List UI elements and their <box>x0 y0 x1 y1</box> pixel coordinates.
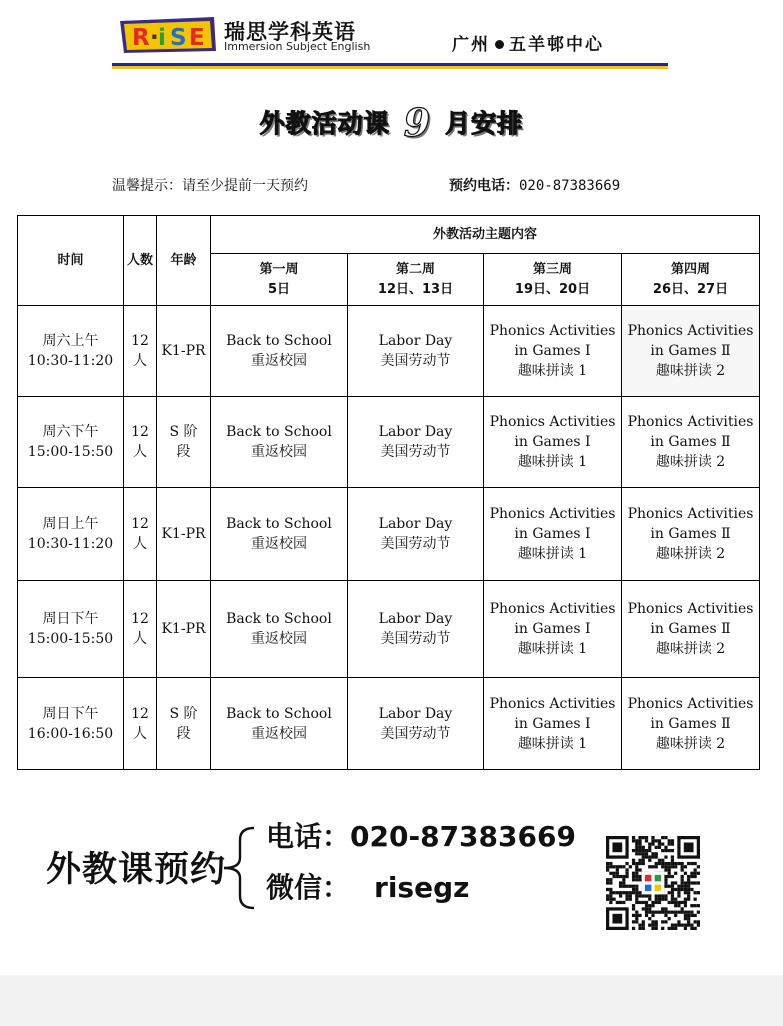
table-row <box>18 397 760 488</box>
booking-phone <box>266 815 576 855</box>
header-content: 外教活动主题内容 <box>211 216 760 254</box>
brand-name-en: Immersion Subject English <box>224 40 371 53</box>
center-city: 广州 <box>452 35 490 55</box>
table-row <box>18 678 760 770</box>
week2-cell: Labor Day 美国劳动节 <box>348 581 484 678</box>
week4-cell: Phonics Activities in Games Ⅱ 趣味拼读 2 <box>622 488 760 581</box>
time-cell: 周六下午 15:00-15:50 <box>18 397 124 488</box>
page-title <box>0 96 783 145</box>
curly-brace-icon <box>218 826 258 910</box>
week1-cell: Back to School 重返校园 <box>211 397 348 488</box>
count-cell: 12 人 <box>124 397 157 488</box>
svg-text:E: E <box>189 25 205 51</box>
age-cell: K1-PR <box>157 306 211 397</box>
table-row <box>18 581 760 678</box>
booking-wechat <box>266 866 469 906</box>
week-header: 第四周 26日、27日 <box>622 254 760 306</box>
svg-text:R: R <box>132 25 150 51</box>
header-count: 人数 <box>124 216 157 306</box>
week4-cell: Phonics Activities in Games Ⅱ 趣味拼读 2 <box>622 678 760 770</box>
title-month: 9 <box>403 100 432 145</box>
booking-wechat-label: 微信： <box>266 871 351 904</box>
week4-cell: Phonics Activities in Games Ⅱ 趣味拼读 2 <box>622 581 760 678</box>
week1-cell: Back to School 重返校园 <box>211 581 348 678</box>
qr-code-icon <box>606 836 700 930</box>
time-cell: 周日下午 15:00-15:50 <box>18 581 124 678</box>
booking-phone-label: 电话： <box>266 820 351 853</box>
reservation-tip: 温馨提示：请至少提前一天预约 <box>112 178 308 194</box>
week2-cell: Labor Day 美国劳动节 <box>348 306 484 397</box>
age-cell: S 阶 段 <box>157 678 211 770</box>
age-cell: S 阶 段 <box>157 397 211 488</box>
time-cell: 周日下午 16:00-16:50 <box>18 678 124 770</box>
week3-cell: Phonics Activities in Games Ⅰ 趣味拼读 1 <box>484 678 622 770</box>
week4-cell: Phonics Activities in Games Ⅱ 趣味拼读 2 <box>622 397 760 488</box>
week4-cell: Phonics Activities in Games Ⅱ 趣味拼读 2 <box>622 306 760 397</box>
booking-title: 外教课预约 <box>46 850 227 890</box>
week1-cell: Back to School 重返校园 <box>211 678 348 770</box>
title-suffix: 月安排 <box>445 109 524 138</box>
schedule-table <box>17 215 760 770</box>
bullet-dot-icon <box>495 40 504 49</box>
count-cell: 12 人 <box>124 678 157 770</box>
week3-cell: Phonics Activities in Games Ⅰ 趣味拼读 1 <box>484 397 622 488</box>
count-cell: 12 人 <box>124 306 157 397</box>
title-prefix: 外教活动课 <box>259 109 390 138</box>
booking-phone-value: 020-87383669 <box>350 820 576 853</box>
center-location <box>452 30 604 55</box>
week-header: 第一周 5日 <box>211 254 348 306</box>
brand-name-cn: 瑞思学科英语 <box>224 20 356 44</box>
week-header: 第二周 12日、13日 <box>348 254 484 306</box>
header-age: 年龄 <box>157 216 211 306</box>
time-cell: 周六上午 10:30-11:20 <box>18 306 124 397</box>
booking-wechat-value: risegz <box>374 871 470 904</box>
header-time: 时间 <box>18 216 124 306</box>
reservation-phone-value: 020-87383669 <box>519 178 621 194</box>
week2-cell: Labor Day 美国劳动节 <box>348 678 484 770</box>
age-cell: K1-PR <box>157 581 211 678</box>
reservation-phone <box>449 175 620 195</box>
table-row <box>18 306 760 397</box>
time-cell: 周日上午 10:30-11:20 <box>18 488 124 581</box>
week1-cell: Back to School 重返校园 <box>211 488 348 581</box>
rise-logo <box>118 15 218 55</box>
count-cell: 12 人 <box>124 581 157 678</box>
week3-cell: Phonics Activities in Games Ⅰ 趣味拼读 1 <box>484 306 622 397</box>
age-cell: K1-PR <box>157 488 211 581</box>
table-row <box>18 488 760 581</box>
center-name: 五羊邨中心 <box>509 35 604 55</box>
table-header-row <box>18 216 760 254</box>
reservation-phone-label: 预约电话： <box>449 178 519 194</box>
page-bottom-band <box>0 975 783 1026</box>
header-rule-yellow <box>112 66 668 69</box>
svg-text:S: S <box>170 25 187 51</box>
week3-cell: Phonics Activities in Games Ⅰ 趣味拼读 1 <box>484 581 622 678</box>
week2-cell: Labor Day 美国劳动节 <box>348 397 484 488</box>
week-header: 第三周 19日、20日 <box>484 254 622 306</box>
count-cell: 12 人 <box>124 488 157 581</box>
svg-text:i: i <box>158 25 166 51</box>
week1-cell: Back to School 重返校园 <box>211 306 348 397</box>
week2-cell: Labor Day 美国劳动节 <box>348 488 484 581</box>
week3-cell: Phonics Activities in Games Ⅰ 趣味拼读 1 <box>484 488 622 581</box>
svg-text:·: · <box>150 25 159 51</box>
